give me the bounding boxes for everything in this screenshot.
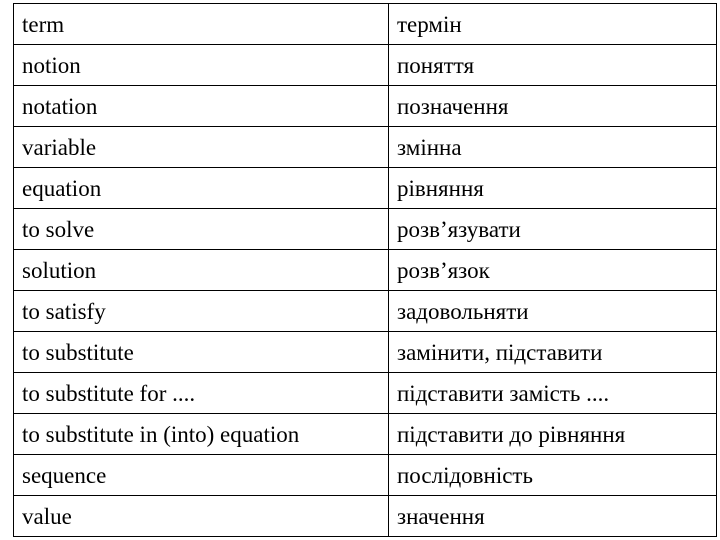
english-term: solution — [14, 250, 389, 291]
table-row — [14, 45, 717, 86]
english-term: to solve — [14, 209, 389, 250]
table-row — [14, 332, 717, 373]
english-term: sequence — [14, 455, 389, 496]
ukrainian-term: задовольняти — [389, 291, 717, 332]
english-term: term — [14, 4, 389, 45]
ukrainian-term: послідовність — [389, 455, 717, 496]
table-row — [14, 4, 717, 45]
table-row — [14, 127, 717, 168]
english-term: notion — [14, 45, 389, 86]
ukrainian-term: змінна — [389, 127, 717, 168]
table-row — [14, 414, 717, 455]
ukrainian-term: позначення — [389, 86, 717, 127]
english-term: equation — [14, 168, 389, 209]
english-term: variable — [14, 127, 389, 168]
ukrainian-term: рівняння — [389, 168, 717, 209]
table-row — [14, 291, 717, 332]
table-row — [14, 250, 717, 291]
ukrainian-term: термін — [389, 4, 717, 45]
english-term: to substitute for .... — [14, 373, 389, 414]
vocabulary-table — [13, 3, 717, 537]
ukrainian-term: підставити до рівняння — [389, 414, 717, 455]
english-term: to satisfy — [14, 291, 389, 332]
ukrainian-term: замінити, підставити — [389, 332, 717, 373]
ukrainian-term: розв’язувати — [389, 209, 717, 250]
english-term: to substitute in (into) equation — [14, 414, 389, 455]
english-term: value — [14, 496, 389, 537]
table-row — [14, 373, 717, 414]
ukrainian-term: поняття — [389, 45, 717, 86]
table-row — [14, 455, 717, 496]
english-term: notation — [14, 86, 389, 127]
english-term: to substitute — [14, 332, 389, 373]
table-row — [14, 496, 717, 537]
table-row — [14, 168, 717, 209]
table-row — [14, 209, 717, 250]
table-row — [14, 86, 717, 127]
ukrainian-term: підставити замість .... — [389, 373, 717, 414]
ukrainian-term: розв’язок — [389, 250, 717, 291]
ukrainian-term: значення — [389, 496, 717, 537]
